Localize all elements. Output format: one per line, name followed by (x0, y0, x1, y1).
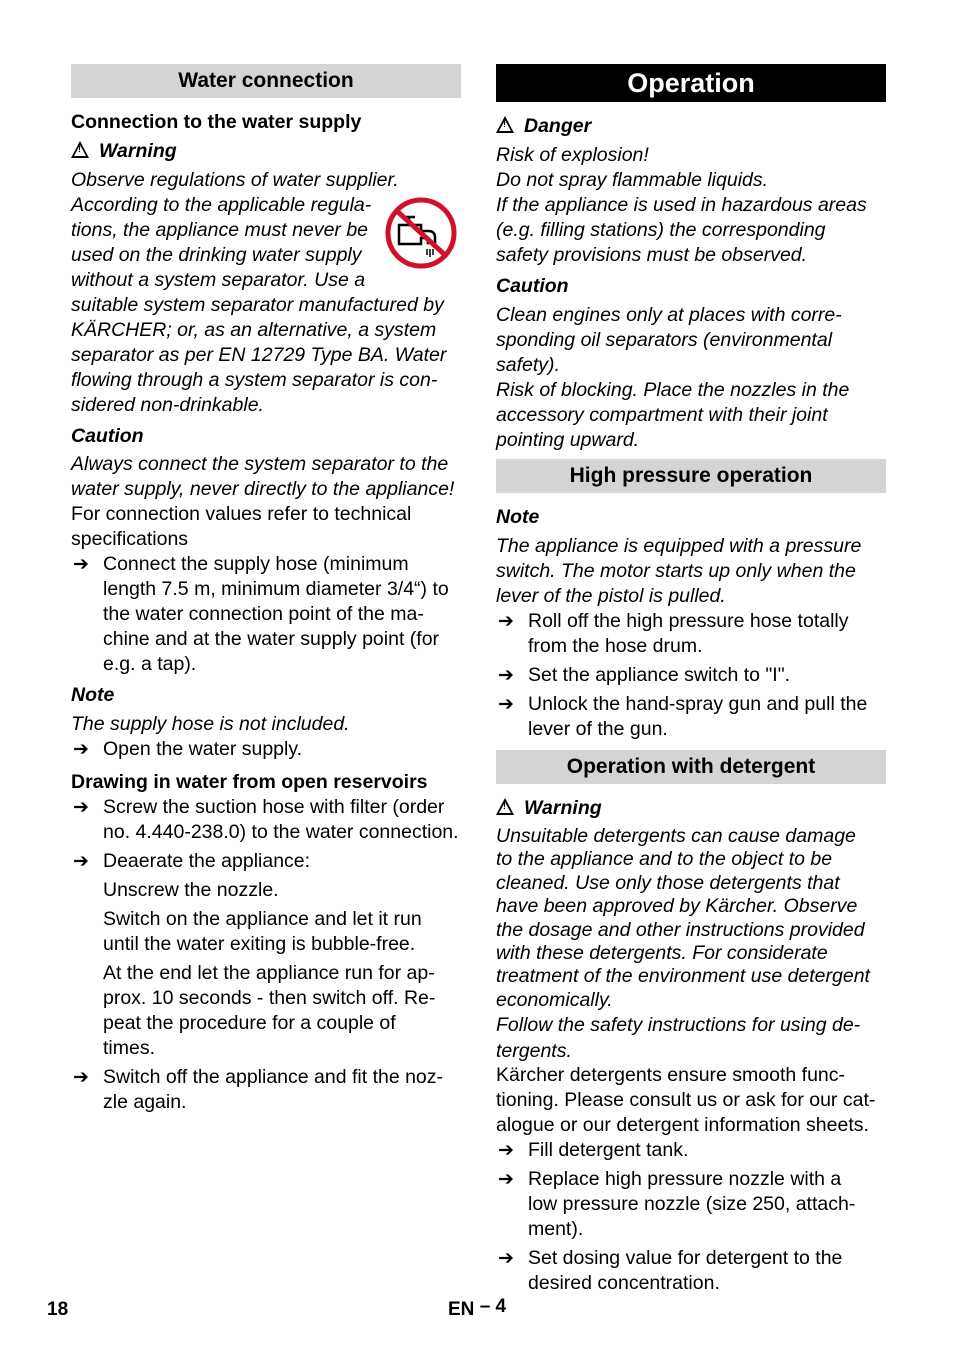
text-line: lever of the gun. (528, 718, 668, 740)
arrow-right-icon: ➔ (498, 1169, 514, 1191)
caution-text (71, 452, 461, 502)
text-line: (e.g. filling stations) the corresponding (496, 219, 826, 241)
text-line: safety provisions must be observed. (496, 244, 808, 266)
list-item (496, 1246, 886, 1296)
text-line: economically. (496, 988, 613, 1011)
warning-line: without a system separator. Use a (71, 269, 366, 291)
warning-line: used on the drinking water supply (71, 244, 362, 266)
list-item (496, 663, 886, 688)
text-line: At the end let the appliance run for ap- (103, 962, 435, 984)
text-line: Switch off the appliance and fit the noz- (103, 1066, 444, 1088)
arrow-right-icon: ➔ (73, 554, 89, 575)
arrow-right-icon: ➔ (498, 694, 514, 715)
warning-line: KÄRCHER; or, as an alternative, a system (71, 319, 437, 341)
note-text (496, 534, 886, 609)
text-line: alogue or our detergent information sheets. (496, 1114, 869, 1137)
no-drinking-water-icon (383, 195, 459, 271)
danger-block (496, 114, 886, 139)
text-line: The appliance is equipped with a pressure (496, 535, 862, 557)
section-heading-operation: Operation (496, 64, 886, 102)
text-line: Clean engines only at places with corre- (496, 304, 842, 326)
text-line: prox. 10 seconds - then switch off. Re- (103, 987, 436, 1009)
arrow-right-icon: ➔ (73, 1067, 89, 1088)
indented-step: Unscrew the nozzle. (103, 879, 279, 901)
text-line: the dosage and other instructions provided (496, 918, 865, 941)
warning-text (496, 825, 886, 1063)
text-line: to the appliance and to the object to be (496, 848, 833, 871)
text-line: Roll off the high pressure hose totally (528, 610, 849, 632)
text-line: lever of the pistol is pulled. (496, 585, 726, 607)
text-line: switch. The motor starts up only when the (496, 560, 856, 582)
warning-label: Warning (524, 797, 602, 819)
danger-text (496, 143, 886, 268)
list-item (71, 737, 461, 762)
warning-line: Observe regulations of water supplier. (71, 169, 399, 191)
section-heading-water-connection: Water connection (71, 64, 461, 98)
list-item (496, 609, 886, 659)
indented-step (71, 907, 461, 957)
left-column (71, 64, 461, 1115)
subheading-connection: Connection to the water supply (71, 111, 362, 133)
danger-label: Danger (524, 115, 592, 137)
text-line: cleaned. Use only those detergents that (496, 871, 840, 894)
caution-line: water supply, never directly to the appliance! (71, 478, 455, 500)
arrow-right-icon: ➔ (73, 851, 89, 872)
warning-line: flowing through a system separator is con- (71, 369, 438, 391)
text-line: Set dosing value for detergent to the (528, 1247, 843, 1270)
text-line: Deaerate the appliance: (103, 850, 311, 872)
warning-line: According to the applicable regula- (71, 194, 372, 216)
section-heading-high-pressure: High pressure operation (496, 459, 886, 493)
text-line: sponding oil separators (environmental (496, 329, 833, 351)
text-line: times. (103, 1037, 156, 1059)
text-line: Replace high pressure nozzle with a (528, 1168, 842, 1191)
text-line: Connect the supply hose (minimum (103, 553, 409, 575)
text-line: Set the appliance switch to "I". (528, 664, 791, 686)
text-line: low pressure nozzle (size 250, attach- (528, 1193, 856, 1216)
text-line: have been approved by Kärcher. Observe (496, 895, 858, 918)
text-line: e.g. a tap). (103, 653, 197, 675)
text-line: Unsuitable detergents can cause damage (496, 825, 856, 847)
detergent-info-text (496, 1063, 886, 1138)
warning-line: separator as per EN 12729 Type BA. Water (71, 344, 447, 366)
arrow-right-icon: ➔ (73, 739, 89, 760)
warning-triangle-icon (496, 798, 514, 815)
list-item (71, 849, 461, 874)
text-line: chine and at the water supply point (for (103, 628, 440, 650)
text-line: tioning. Please consult us or ask for our cat- (496, 1089, 876, 1112)
arrow-right-icon: ➔ (498, 665, 514, 686)
text-line: length 7.5 m, minimum diameter 3/4“) to (103, 578, 449, 600)
text-line: the water connection point of the ma- (103, 603, 424, 625)
text-line: ment). (528, 1218, 584, 1241)
caution-text (496, 303, 886, 453)
text-line: Fill detergent tank. (528, 1139, 689, 1162)
footer-section (448, 1297, 506, 1322)
text-line: from the hose drum. (528, 635, 703, 657)
text-line: If the appliance is used in hazardous areas (496, 194, 867, 216)
text-line: pointing upward. (496, 429, 640, 451)
list-item (496, 1138, 886, 1163)
warning-triangle-icon (71, 141, 89, 158)
list-item (71, 1065, 461, 1115)
text-line: Open the water supply. (103, 738, 303, 760)
indented-step (71, 961, 461, 1061)
list-item (496, 1167, 886, 1242)
text-line: Switch on the appliance and let it run (103, 908, 422, 930)
text-line: treatment of the environment use detergent (496, 965, 870, 988)
note-label: Note (496, 506, 540, 528)
note-text: The supply hose is not included. (71, 713, 350, 735)
note-label: Note (71, 684, 115, 706)
text-line: specifications (71, 528, 189, 550)
right-column (496, 64, 886, 1296)
text-line: until the water exiting is bubble-free. (103, 933, 416, 955)
text-line: zle again. (103, 1091, 187, 1113)
page-number: 18 (47, 1299, 69, 1320)
warning-line: sidered non-drinkable. (71, 394, 264, 416)
text-line: Screw the suction hose with filter (order (103, 796, 445, 818)
text-line: safety). (496, 354, 560, 376)
text-line: For connection values refer to technical (71, 503, 412, 525)
list-item (71, 795, 461, 845)
arrow-right-icon: ➔ (73, 797, 89, 818)
caution-label: Caution (71, 425, 144, 447)
text-line: with these detergents. For considerate (496, 942, 828, 965)
warning-line: tions, the appliance must never be (71, 219, 369, 241)
warning-label: Warning (99, 140, 177, 162)
warning-block (496, 796, 886, 821)
warning-text (71, 168, 461, 418)
text-line: Risk of explosion! (496, 144, 649, 166)
warning-block (71, 139, 461, 164)
warning-triangle-icon (496, 116, 514, 133)
text-line: Unlock the hand-spray gun and pull the (528, 693, 868, 715)
section-heading-detergent: Operation with detergent (496, 750, 886, 784)
list-item (496, 692, 886, 742)
text-line: no. 4.440-238.0) to the water connection. (103, 821, 459, 843)
text-line: accessory compartment with their joint (496, 404, 828, 426)
text-line: Risk of blocking. Place the nozzles in the (496, 379, 850, 401)
arrow-right-icon: ➔ (498, 1140, 514, 1162)
text-line: peat the procedure for a couple of (103, 1012, 396, 1034)
warning-line: suitable system separator manufactured by (71, 294, 444, 316)
text-line: Follow the safety instructions for using de- (496, 1014, 861, 1037)
text-line: desired concentration. (528, 1272, 720, 1295)
language-code: EN (448, 1299, 475, 1320)
caution-label: Caution (496, 275, 569, 297)
arrow-right-icon: ➔ (498, 611, 514, 632)
text-line: tergents. (496, 1039, 572, 1062)
section-number: – 4 (479, 1296, 507, 1317)
subheading-open-reservoirs: Drawing in water from open reservoirs (71, 771, 428, 793)
caution-line: Always connect the system separator to the (71, 453, 449, 475)
list-item (71, 552, 461, 677)
text-line: Kärcher detergents ensure smooth func- (496, 1064, 846, 1087)
arrow-right-icon: ➔ (498, 1248, 514, 1270)
text-line: Do not spray flammable liquids. (496, 169, 769, 191)
connection-values-text (71, 502, 461, 552)
